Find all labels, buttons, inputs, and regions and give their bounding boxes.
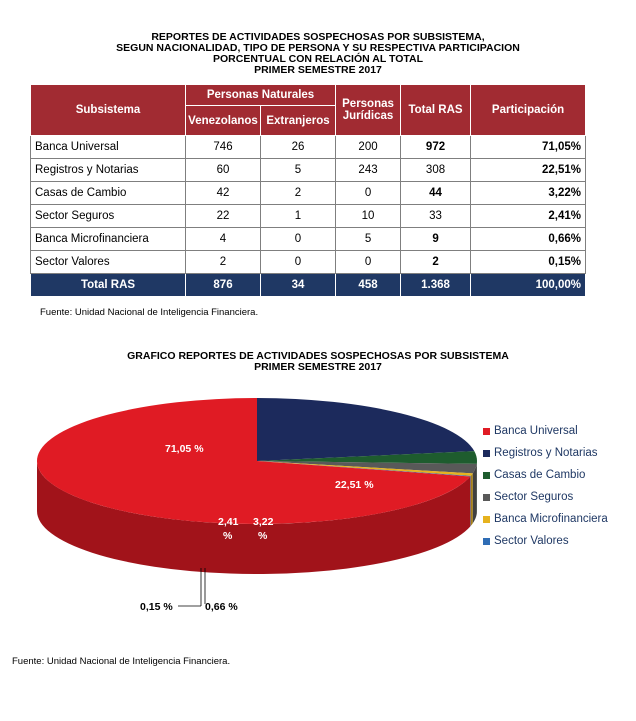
row-total: 33	[401, 205, 471, 228]
legend-label: Banca Universal	[494, 425, 578, 437]
row-name: Casas de Cambio	[31, 182, 186, 205]
pie-slice-side-3	[473, 464, 477, 523]
row-participacion: 71,05%	[471, 136, 586, 159]
row-participacion: 0,15%	[471, 251, 586, 274]
legend-swatch	[483, 516, 490, 523]
row-participacion: 3,22%	[471, 182, 586, 205]
total-juridicas: 458	[336, 274, 401, 297]
row-participacion: 0,66%	[471, 228, 586, 251]
report-title-line-2: SEGUN NACIONALIDAD, TIPO DE PERSONA Y SU RESPECTIVA PARTICIPACION	[116, 42, 520, 54]
row-participacion: 2,41%	[471, 205, 586, 228]
row-total: 44	[401, 182, 471, 205]
row-participacion: 22,51%	[471, 159, 586, 182]
pie-slice-label-4: 0,66 %	[205, 601, 238, 613]
row-name: Registros y Notarias	[31, 159, 186, 182]
pie-slice-label-1: 22,51 %	[335, 479, 374, 491]
row-total: 308	[401, 159, 471, 182]
legend-label: Casas de Cambio	[494, 469, 586, 481]
row-extranjeros: 2	[261, 182, 336, 205]
row-venezolanos: 746	[186, 136, 261, 159]
total-venezolanos: 876	[186, 274, 261, 297]
pie-slice-1	[257, 398, 474, 461]
legend-label: Registros y Notarias	[494, 447, 598, 459]
legend-swatch	[483, 472, 490, 479]
legend-label: Banca Microfinanciera	[494, 513, 608, 525]
row-extranjeros: 0	[261, 251, 336, 274]
total-participacion: 100,00%	[471, 274, 586, 297]
row-juridicas: 243	[336, 159, 401, 182]
legend-swatch	[483, 450, 490, 457]
legend-swatch	[483, 494, 490, 501]
row-juridicas: 200	[336, 136, 401, 159]
legend-swatch	[483, 428, 490, 435]
row-venezolanos: 42	[186, 182, 261, 205]
row-venezolanos: 22	[186, 205, 261, 228]
row-total: 2	[401, 251, 471, 274]
legend-item	[483, 442, 608, 464]
legend-item	[483, 530, 608, 552]
row-juridicas: 5	[336, 228, 401, 251]
row-name: Sector Valores	[31, 251, 186, 274]
chart-legend	[483, 420, 608, 552]
total-name: Total RAS	[31, 274, 186, 297]
row-venezolanos: 2	[186, 251, 261, 274]
pie-slice-side-4	[471, 473, 473, 526]
row-juridicas: 0	[336, 182, 401, 205]
legend-label: Sector Seguros	[494, 491, 574, 503]
header-total-ras: Total RAS	[401, 85, 471, 136]
pie-slice-label-3: 2,41 %	[218, 516, 239, 542]
header-personas-naturales: Personas Naturales	[186, 85, 336, 106]
header-personas-juridicas: Personas Jurídicas	[336, 85, 401, 136]
row-extranjeros: 1	[261, 205, 336, 228]
row-juridicas: 0	[336, 251, 401, 274]
pie-slice-label-2: 3,22 %	[253, 516, 274, 542]
legend-item	[483, 508, 608, 530]
report-title-line-1: REPORTES DE ACTIVIDADES SOSPECHOSAS POR SUBSISTEMA,	[151, 31, 485, 43]
chart-title-line-1: GRAFICO REPORTES DE ACTIVIDADES SOSPECHOSAS POR SUBSISTEMA	[127, 350, 509, 362]
pie-slice-label-0: 71,05 %	[165, 443, 204, 455]
total-extranjeros: 34	[261, 274, 336, 297]
table-source-note: Fuente: Unidad Nacional de Inteligencia Financiera.	[40, 307, 259, 318]
row-total: 972	[401, 136, 471, 159]
row-name: Sector Seguros	[31, 205, 186, 228]
pie-slice-label-5: 0,15 %	[140, 601, 173, 613]
chart-title-line-2: PRIMER SEMESTRE 2017	[254, 361, 382, 373]
legend-swatch	[483, 538, 490, 545]
row-extranjeros: 5	[261, 159, 336, 182]
chart-source-note: Fuente: Unidad Nacional de Inteligencia Financiera.	[12, 656, 231, 667]
legend-item	[483, 486, 608, 508]
header-subsistema: Subsistema	[31, 85, 186, 136]
row-name: Banca Microfinanciera	[31, 228, 186, 251]
legend-label: Sector Valores	[494, 535, 569, 547]
legend-item	[483, 420, 608, 442]
legend-item	[483, 464, 608, 486]
report-title-line-4: PRIMER SEMESTRE 2017	[254, 64, 382, 76]
header-participacion: Participación	[471, 85, 586, 136]
header-venezolanos: Venezolanos	[186, 106, 261, 136]
report-title-line-3: PORCENTUAL CON RELACIÓN AL TOTAL	[213, 53, 423, 65]
row-total: 9	[401, 228, 471, 251]
row-juridicas: 10	[336, 205, 401, 228]
header-extranjeros: Extranjeros	[261, 106, 336, 136]
row-extranjeros: 26	[261, 136, 336, 159]
row-venezolanos: 60	[186, 159, 261, 182]
row-venezolanos: 4	[186, 228, 261, 251]
row-extranjeros: 0	[261, 228, 336, 251]
total-total: 1.368	[401, 274, 471, 297]
row-name: Banca Universal	[31, 136, 186, 159]
